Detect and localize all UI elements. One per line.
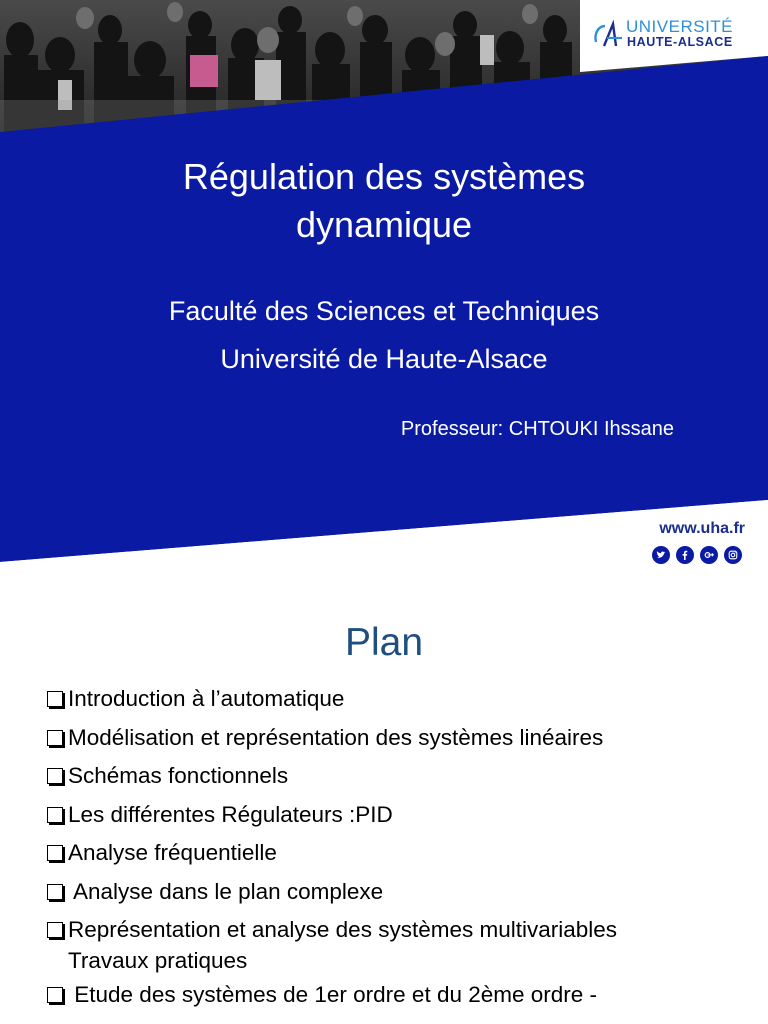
plan-list <box>47 680 747 1014</box>
list-item <box>47 757 747 796</box>
social-links <box>652 546 742 566</box>
university-name: Université de Haute-Alsace <box>220 344 548 374</box>
twitter-icon[interactable] <box>652 546 670 564</box>
faculty-name: Faculté des Sciences et Techniques <box>168 296 600 326</box>
checkbox-bullet-icon <box>47 691 63 707</box>
list-item <box>47 976 747 1015</box>
logo-text-universite: UNIVERSITÉ <box>626 17 734 36</box>
list-item <box>47 834 747 873</box>
checkbox-bullet-icon <box>47 922 63 938</box>
list-item-label: Introduction à l’automatique <box>68 686 345 711</box>
list-item-label: Représentation et analyse des systèmes multivariables <box>68 917 618 942</box>
list-item-label: Schémas fonctionnels <box>68 763 289 788</box>
list-item <box>47 873 747 912</box>
uha-logo-mark-icon <box>592 20 626 50</box>
university-logo <box>592 14 757 54</box>
list-item-label: Analyse dans le plan complexe <box>68 878 384 904</box>
plan-title: Plan <box>344 621 424 664</box>
professor-name: Professeur: CHTOUKI Ihssane <box>400 418 674 440</box>
list-item-continuation: Travaux pratiques <box>68 947 248 973</box>
checkbox-bullet-icon <box>47 845 63 861</box>
instagram-icon[interactable] <box>724 546 742 564</box>
checkbox-bullet-icon <box>47 730 63 746</box>
website-link[interactable]: www.uha.fr <box>659 520 745 537</box>
checkbox-bullet-icon <box>47 987 63 1003</box>
list-item-label: Etude des systèmes de 1er ordre et du 2ème ordre - <box>68 981 598 1007</box>
list-item-label: Les différentes Régulateurs :PID <box>68 801 393 827</box>
list-item <box>47 796 747 835</box>
checkbox-bullet-icon <box>47 768 63 784</box>
slide-title <box>60 153 708 249</box>
list-item <box>47 911 747 976</box>
list-item <box>47 719 747 758</box>
google-plus-icon[interactable] <box>700 546 718 564</box>
plan-slide <box>0 576 768 1024</box>
slide-title-line1: Régulation des systèmes <box>182 156 586 197</box>
list-item <box>47 680 747 719</box>
list-item-label: Modélisation et représentation des systèmes linéaires <box>68 724 604 750</box>
list-item-label: Analyse fréquentielle <box>68 840 277 865</box>
checkbox-bullet-icon <box>47 884 63 900</box>
slide-subtitle <box>60 287 708 383</box>
slide-title-line2: dynamique <box>295 204 473 245</box>
checkbox-bullet-icon <box>47 807 63 823</box>
facebook-icon[interactable] <box>676 546 694 564</box>
logo-text-haute-alsace: HAUTE-ALSACE <box>627 35 733 49</box>
